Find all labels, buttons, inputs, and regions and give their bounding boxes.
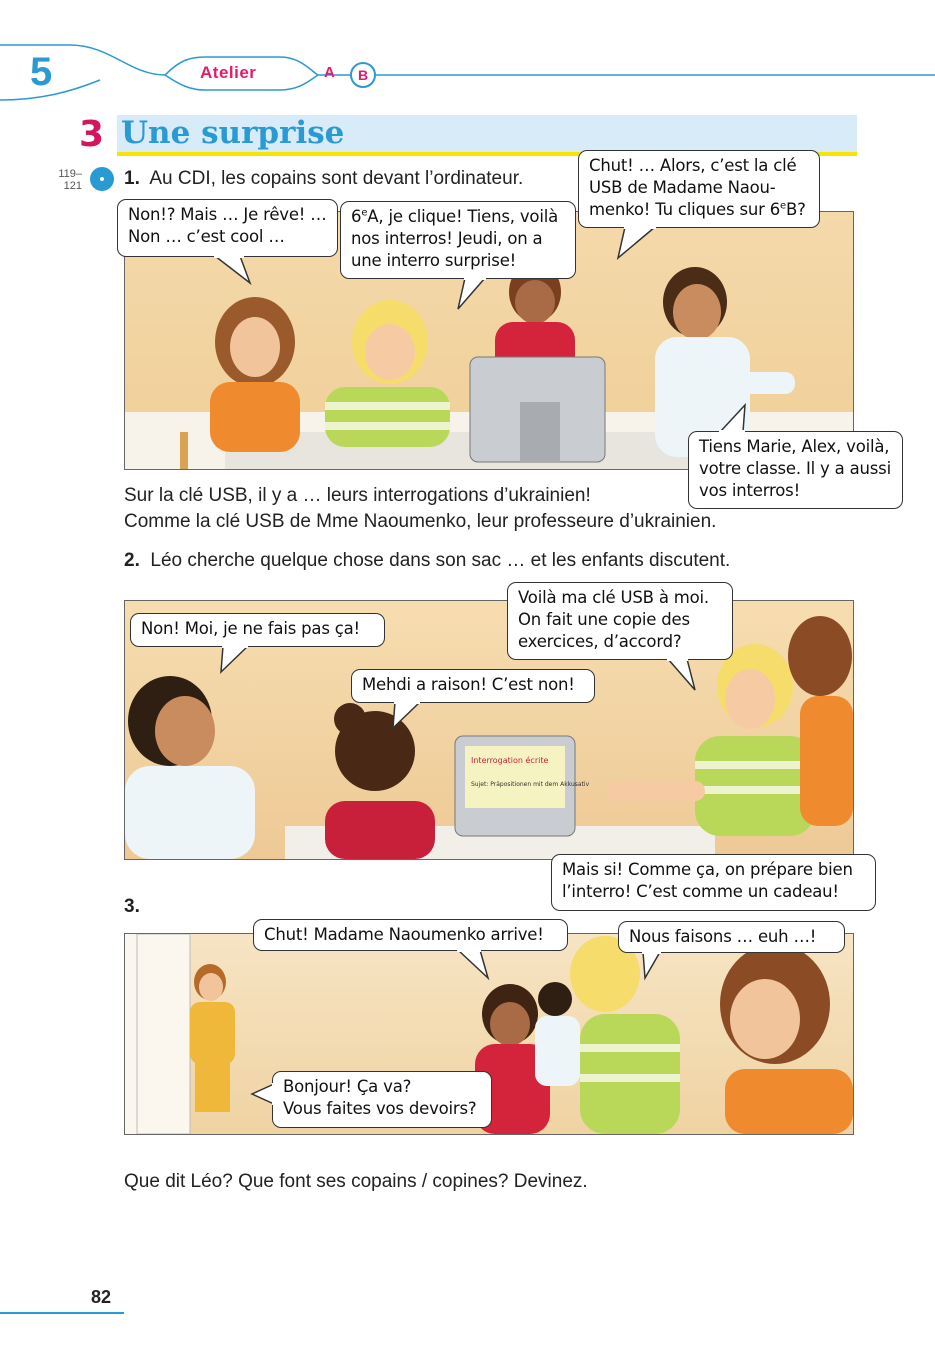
bubble-1-3-sup: e	[780, 200, 786, 212]
bubble-1-3-text-a: Chut! … Alors, c’est la clé USB de Madame Naou-menko! Tu cliques sur 6	[589, 156, 797, 219]
speech-bubble-3-1: Chut! Madame Naoumenko arrive!	[253, 919, 568, 951]
page-title: Une surprise	[121, 115, 345, 151]
part1-after-line-2: Comme la clé USB de Mme Naoumenko, leur professeure d’ukrainien.	[124, 511, 717, 532]
part2-label: 2.	[124, 550, 140, 571]
part2-intro-text: Léo cherche quelque chose dans son sac … et les enfants discutent.	[150, 550, 731, 571]
bubble-tail	[665, 658, 705, 693]
section-a-label: A	[324, 64, 335, 81]
bubble-tail	[615, 226, 665, 261]
speech-bubble-1-2	[340, 201, 576, 279]
part2-intro	[124, 550, 730, 572]
bubble-tail	[455, 949, 495, 981]
speech-bubble-2-4: Mais si! Comme ça, on prépare bien l’interro! C’est comme un cadeau!	[551, 854, 876, 911]
bubble-tail	[640, 951, 670, 981]
bubble-1-2-prefix: 6	[351, 207, 362, 226]
bubble-3-3-line-1: Bonjour! Ça va?	[283, 1077, 412, 1096]
part1-after-line-1: Sur la clé USB, il y a … leurs interrogations d’ukrainien!	[124, 485, 591, 506]
page-number: 82	[91, 1287, 112, 1307]
speech-bubble-3-2: Nous faisons … euh …!	[618, 921, 845, 953]
screen-line-1: Interrogation écrite	[471, 756, 549, 765]
bubble-1-2-sup: e	[361, 207, 368, 219]
audio-cd-icon[interactable]	[90, 167, 114, 191]
screen-line-2: Sujet: Präpositionen mit dem Akkusativ	[471, 781, 590, 788]
bubble-tail	[210, 255, 260, 285]
speech-bubble-2-2: Voilà ma clé USB à moi. On fait une copie des exercices, d’accord?	[507, 582, 733, 660]
part1-intro	[124, 168, 523, 190]
bubble-1-3-text-b: B?	[785, 200, 806, 219]
speech-bubble-2-3: Mehdi a raison! C’est non!	[351, 669, 595, 703]
bubble-tail	[390, 701, 430, 731]
speech-bubble-1-3	[578, 150, 820, 228]
speech-bubble-1-1: Non!? Mais … Je rêve! … Non … c’est cool …	[117, 199, 338, 257]
bubble-1-2-text: A, je clique! Tiens, voilà nos interros! Jeudi, on a une interro surprise!	[351, 207, 558, 270]
speech-bubble-3-3	[272, 1071, 492, 1128]
track-number: 119–121	[58, 168, 82, 192]
bubble-3-3-line-2: Vous faites vos devoirs?	[283, 1099, 477, 1118]
bubble-tail	[218, 645, 258, 675]
speech-bubble-2-1: Non! Moi, je ne fais pas ça!	[130, 613, 385, 647]
question-text: Que dit Léo? Que font ses copains / copines? Devinez.	[124, 1171, 588, 1192]
part1-intro-text: Au CDI, les copains sont devant l’ordinateur.	[149, 168, 524, 189]
bubble-tail	[455, 277, 495, 312]
header-decoration	[0, 0, 935, 110]
speech-bubble-1-4: Tiens Marie, Alex, voilà, votre classe. Il y a aussi vos interros!	[688, 431, 903, 509]
unit-number: 5	[30, 50, 53, 94]
section-b-badge: B	[350, 62, 376, 88]
part3-intro	[124, 896, 140, 918]
part3-label: 3.	[124, 896, 140, 917]
section-number: 3	[79, 114, 105, 155]
bubble-tail	[715, 403, 755, 433]
bubble-tail	[250, 1082, 275, 1112]
page-number-rule	[0, 1312, 124, 1314]
atelier-label: Atelier	[200, 63, 257, 82]
part1-label: 1.	[124, 168, 140, 189]
